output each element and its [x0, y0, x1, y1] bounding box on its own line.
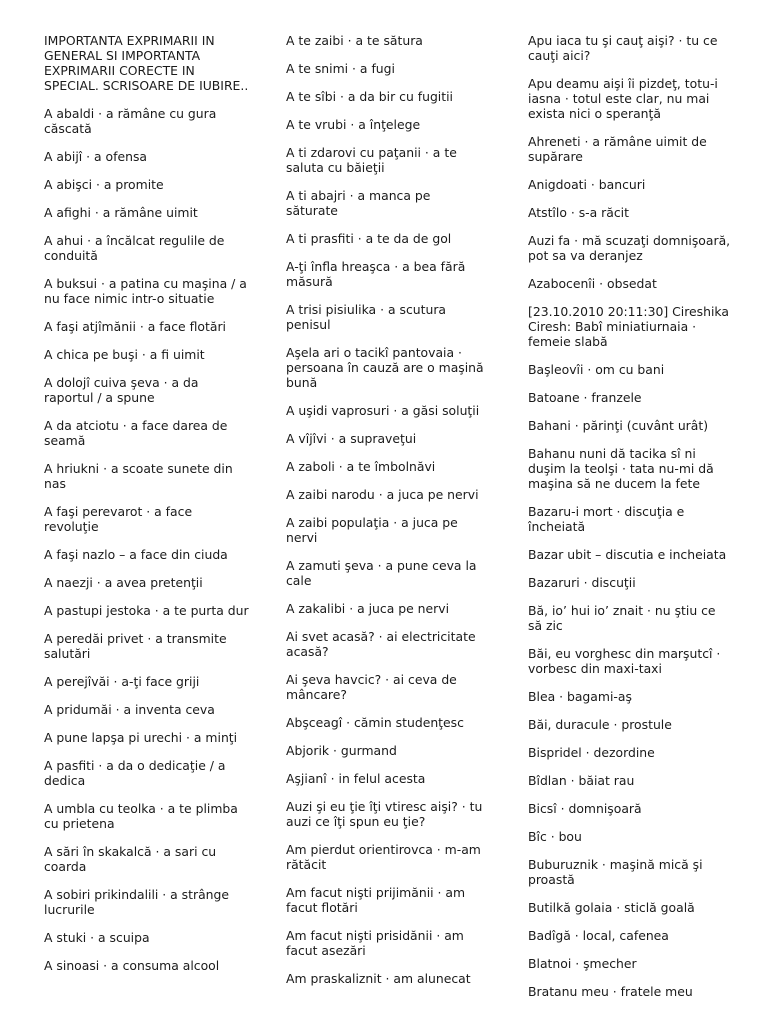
dictionary-entry: Azabocenîi · obsedat [528, 276, 657, 291]
dictionary-entry: Am praskaliznit · am alunecat [286, 971, 471, 986]
dictionary-entry: A peredăi privet · a transmite salutări [44, 631, 227, 661]
dictionary-entry: A faşi atjîmănii · a face flotări [44, 319, 226, 334]
document-heading: IMPORTANTA EXPRIMARII IN GENERAL SI IMPORTANTA EXPRIMARII CORECTE IN SPECIAL. SCRISOARE DE IUBIRE.. [44, 33, 249, 93]
dictionary-entry: Buburuznik · maşină mică şi proastă [528, 857, 703, 887]
dictionary-entry: Apu deamu aişi îi pizdeţ, totu-i iasna · totul este clar, nu mai exista nici o speranţă [528, 76, 718, 121]
dictionary-entry: A ahui · a încălcat regulile de conduită [44, 233, 225, 263]
dictionary-entry: A zaibi narodu · a juca pe nervi [286, 487, 479, 502]
dictionary-entry: A pune lapşa pi urechi · a minţi [44, 730, 238, 745]
dictionary-entry: Blea · bagami-aş [528, 689, 632, 704]
dictionary-entry: A sinoasi · a consuma alcool [44, 958, 220, 973]
dictionary-entry: A te vrubi · a înţelege [286, 117, 421, 132]
dictionary-entry: Am pierdut orientirovca · m-am rătăcit [286, 842, 481, 872]
dictionary-entry: A pridumăi · a inventa ceva [44, 702, 215, 717]
dictionary-entry: A abijî · a ofensa [44, 149, 148, 164]
dictionary-entry: Bă, io’ hui io’ znait · nu ştiu ce să zic [528, 603, 716, 633]
dictionary-entry: A-ţi înfla hreaşca · a bea fără măsură [286, 259, 466, 289]
dictionary-entry: Atstîlo · s-a răcit [528, 205, 629, 220]
dictionary-entry: Aşela ari o tacikî pantovaia · persoana în cauză are o maşină bună [286, 345, 484, 390]
dictionary-entry: A stuki · a scuipa [44, 930, 150, 945]
dictionary-entry: A te snimi · a fugi [286, 61, 395, 76]
dictionary-entry: A ti abajri · a manca pe săturate [286, 188, 431, 218]
dictionary-entry: Ai svet acasă? · ai electricitate acasă? [286, 629, 476, 659]
dictionary-entry: Bicsî · domnişoară [528, 801, 642, 816]
dictionary-entry: Bazaruri · discuţii [528, 575, 636, 590]
dictionary-entry: Butilkă golaia · sticlă goală [528, 900, 695, 915]
dictionary-entry: A zakalibi · a juca pe nervi [286, 601, 450, 616]
dictionary-entry: Băi, duracule · prostule [528, 717, 672, 732]
dictionary-entry: Badîgă · local, cafenea [528, 928, 669, 943]
dictionary-entry: [23.10.2010 20:11:30] Cireshika Ciresh: Babî miniatiurnaia · femeie slabă [528, 304, 729, 349]
dictionary-entry: Aşjianî · in felul acesta [286, 771, 426, 786]
dictionary-entry: Bazaru-i mort · discuţia e încheiată [528, 504, 685, 534]
dictionary-entry: Auzi şi eu ţie îţi vtiresc aişi? · tu auzi ce îţi spun eu ţie? [286, 799, 483, 829]
column-1 [44, 33, 250, 986]
dictionary-entry: Batoane · franzele [528, 390, 642, 405]
dictionary-entry: A abaldi · a rămâne cu gura căscată [44, 106, 217, 136]
dictionary-entry: A pastupi jestoka · a te purta dur [44, 603, 249, 618]
dictionary-entry: A abişci · a promite [44, 177, 164, 192]
dictionary-entry: A te zaibi · a te sătura [286, 33, 423, 48]
dictionary-entry: A trisi pisiulika · a scutura penisul [286, 302, 447, 332]
dictionary-entry: A da atciotu · a face darea de seamă [44, 418, 228, 448]
dictionary-entry: A ti prasfiti · a te da de gol [286, 231, 452, 246]
dictionary-entry: Anigdoati · bancuri [528, 177, 646, 192]
dictionary-entry: Abjorik · gurmand [286, 743, 397, 758]
dictionary-entry: Auzi fa · mă scuzaţi domnişoară, pot sa va deranjez [528, 233, 731, 263]
dictionary-entry: Ai şeva havcic? · ai ceva de mâncare? [286, 672, 457, 702]
dictionary-entry: Bîdlan · băiat rau [528, 773, 635, 788]
dictionary-entry: A naezji · a avea pretenţii [44, 575, 203, 590]
dictionary-entry: A uşidi vaprosuri · a găsi soluţii [286, 403, 480, 418]
dictionary-entry: Bazar ubit – discutia e incheiata [528, 547, 727, 562]
dictionary-entry: A te sîbi · a da bir cu fugitii [286, 89, 453, 104]
dictionary-entry: A faşi nazlo – a face din ciuda [44, 547, 228, 562]
dictionary-entry: Bahani · părinţi (cuvânt urât) [528, 418, 709, 433]
dictionary-entry: A pasfiti · a da o dedicaţie / a dedica [44, 758, 226, 788]
dictionary-entry: Abşceagî · cămin studenţesc [286, 715, 464, 730]
dictionary-entry: A chica pe buşi · a fi uimit [44, 347, 205, 362]
dictionary-entry: A faşi perevarot · a face revoluţie [44, 504, 193, 534]
dictionary-entry: A ti zdarovi cu paţanii · a te saluta cu băieţii [286, 145, 457, 175]
dictionary-entry: Bîc · bou [528, 829, 582, 844]
dictionary-entry: Bratanu meu · fratele meu [528, 984, 693, 999]
dictionary-entry: A zaboli · a te îmbolnăvi [286, 459, 436, 474]
dictionary-entry: A umbla cu teolka · a te plimba cu prietena [44, 801, 238, 831]
dictionary-entry: A hriukni · a scoate sunete din nas [44, 461, 233, 491]
dictionary-entry: Băi, eu vorghesc din marşutcî · vorbesc din maxi-taxi [528, 646, 721, 676]
column-3 [528, 33, 732, 1012]
dictionary-entry: Am facut nişti prijimănii · am facut flotări [286, 885, 466, 915]
dictionary-entry: Apu iaca tu şi cauţ aişi? · tu ce cauţi aici? [528, 33, 718, 63]
dictionary-entry: Bahanu nuni dă tacika sî ni duşim la teolşi · tata nu-mi dă maşina să ne ducem la fete [528, 446, 714, 491]
dictionary-entry: Am facut nişti prisidănii · am facut asezări [286, 928, 464, 958]
dictionary-entry: Ahreneti · a rămâne uimit de supărare [528, 134, 707, 164]
dictionary-entry: A perejîvăi · a-ţi face griji [44, 674, 200, 689]
dictionary-entry: A sări în skakalcă · a sari cu coarda [44, 844, 217, 874]
dictionary-entry: A buksui · a patina cu maşina / a nu face nimic intr-o situatie [44, 276, 247, 306]
dictionary-entry: A zamuti şeva · a pune ceva la cale [286, 558, 477, 588]
dictionary-entry: A zaibi populaţia · a juca pe nervi [286, 515, 458, 545]
column-2 [286, 33, 486, 999]
dictionary-entry: Blatnoi · şmecher [528, 956, 637, 971]
dictionary-entry: Başleovîi · om cu bani [528, 362, 665, 377]
dictionary-entry: Bispridel · dezordine [528, 745, 655, 760]
dictionary-entry: A vîjîvi · a supraveţui [286, 431, 417, 446]
dictionary-entry: A afighi · a rămâne uimit [44, 205, 198, 220]
dictionary-entry: A sobiri prikindalili · a strânge lucrurile [44, 887, 230, 917]
dictionary-entry: A dolojî cuiva şeva · a da raportul / a spune [44, 375, 199, 405]
